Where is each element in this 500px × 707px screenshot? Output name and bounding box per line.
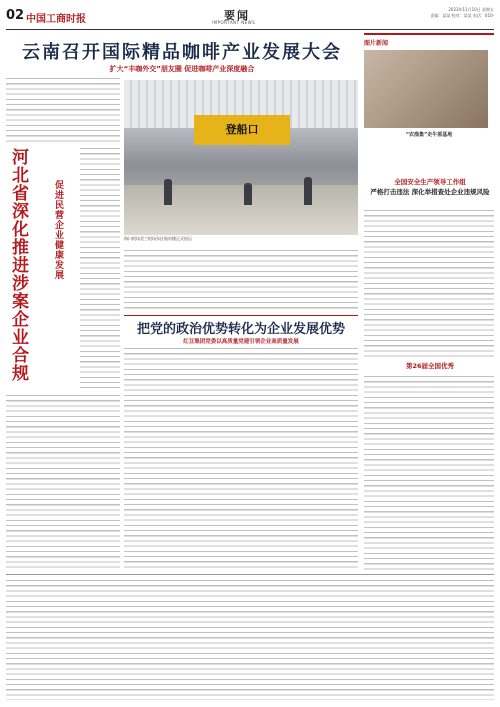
- vertical-subheadline: 促进民营企业健康发展: [53, 180, 63, 280]
- photo-caption: 海口机场美兰机场东区航站楼正式投运: [124, 236, 192, 241]
- section-title: 要闻: [224, 9, 250, 22]
- bottom-article-text: [6, 580, 494, 700]
- sidebar-label: 图片新闻: [364, 40, 389, 47]
- section-title-en: IMPORTANT NEWS: [212, 20, 256, 25]
- section2-rule: [124, 315, 358, 316]
- sidebar-headline-3: 第26届全国优秀: [405, 362, 455, 370]
- lead-article-text-left: [6, 78, 120, 143]
- section2-headline: 把党的政治优势转化为企业发展优势: [136, 322, 345, 337]
- lead-subheadline: 扩大“丰咖外交”朋友圈 促进咖啡产业深度融合: [109, 65, 255, 73]
- sidebar-headline-1: 全国安全生产领导工作组: [394, 178, 466, 186]
- sidebar-photo: [364, 50, 488, 128]
- sidebar-text-2: [364, 376, 494, 570]
- masthead: [0, 0, 500, 30]
- vertical-headline: 河北省深化推进涉案企业合规: [8, 148, 28, 382]
- airport-photo: [124, 80, 358, 235]
- sidebar: [364, 33, 494, 138]
- header-rule: [6, 29, 494, 30]
- section2-text: [124, 348, 358, 570]
- page-number: 02: [6, 8, 25, 23]
- issue-editor: 责编：某某 校对：某某 电话：010-: [430, 13, 494, 18]
- article-text-column: [80, 148, 120, 388]
- photo-sign: 登船口: [194, 115, 290, 145]
- article-text-block: [6, 395, 120, 570]
- sidebar-text-1: [364, 210, 494, 358]
- sidebar-headline-2: 严格打击违法 深化举措查处企业违规风险: [370, 188, 490, 196]
- issue-meta: [364, 7, 494, 19]
- section2-subheadline: 红豆集团党委以高质量党建引领企业高质量发展: [183, 339, 299, 345]
- newspaper-name: 中国工商时报: [26, 14, 86, 25]
- lead-headline: 云南召开国际精品咖啡产业发展大会: [22, 42, 342, 63]
- sidebar-caption: “农渔集”走牛部基地: [405, 132, 453, 138]
- bottom-rule: [6, 574, 494, 575]
- issue-date: 2023年11月10日 星期五: [448, 7, 494, 12]
- photo-side-text: [124, 250, 358, 310]
